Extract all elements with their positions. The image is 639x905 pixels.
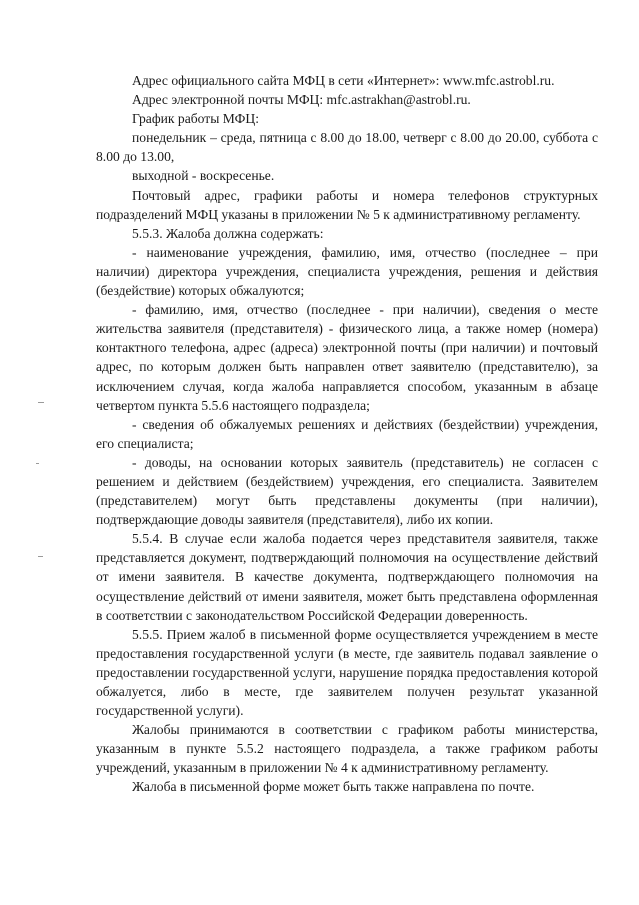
paragraph-complaint-item-1: - наименование учреждения, фамилию, имя, отчество (последнее – при наличии) директора учреждения, специалиста учреждения, решения и действия (бездействие) которых обжалуются; — [96, 244, 598, 299]
paragraph-5-5-3: 5.5.3. Жалоба должна содержать: — [132, 225, 324, 241]
paragraph-schedule-heading: График работы МФЦ: — [132, 111, 259, 127]
paragraph-schedule-dayoff: выходной - воскресенье. — [132, 168, 275, 184]
paragraph-website: Адрес официального сайта МФЦ в сети «Интернет»: www.mfc.astrobl.ru. — [132, 73, 555, 88]
paragraph-email: Адрес электронной почты МФЦ: mfc.astrakhan@astrobl.ru. — [132, 92, 471, 108]
paragraph-postal-address: Почтовый адрес, графики работы и номера телефонов структурных подразделений МФЦ указаны в приложении № 5 к административному регламенту. — [96, 187, 598, 222]
paragraph-schedule-weekdays: понедельник – среда, пятница с 8.00 до 18.00, четверг с 8.00 до 20.00, суббота с 8.00 до 13.00, — [96, 130, 598, 165]
document-page — [96, 71, 598, 797]
paragraph-5-5-5: 5.5.5. Прием жалоб в письменной форме осуществляется учреждением в месте предоставления государственной услуги (в месте, где заявитель подавал заявление о предоставлении государственной услуги, нарушение порядка предоставления которой обжалуется, либо в месте, где заявителем получен результат указанной государственной услуги). — [96, 626, 598, 719]
scan-speck — [36, 463, 39, 464]
paragraph-complaint-item-2: - фамилию, имя, отчество (последнее - при наличии), сведения о месте жительства заявителя (представителя) - физического лица, а также номер (номера) контактного телефона, адрес (адреса) электронной почты (при наличии) и почтовый адрес, по которым должен быть направлен ответ заявителю (представителю), за исключением случая, когда жалоба направляется способом, указанным в абзаце четвертом пункта 5.5.6 настоящего подраздела; — [96, 302, 598, 413]
paragraph-5-5-4: 5.5.4. В случае если жалоба подается через представителя заявителя, также представляется документ, подтверждающий полномочия на осуществление действий от имени заявителя. В качестве документа, подтверждающего полномочия на осуществление действий от имени заявителя, может быть представлена оформленная в соответствии с законодательством Российской Федерации доверенность. — [96, 531, 598, 623]
paragraph-complaint-item-4: - доводы, на основании которых заявитель (представитель) не согласен с решением и действием (бездействием) учреждения, его специалиста. Заявителем (представителем) могут быть представлены документы (при наличии), подтверждающие доводы заявителя (представителя), либо их копии. — [96, 454, 598, 528]
scan-speck — [38, 556, 43, 557]
paragraph-complaints-schedule: Жалобы принимаются в соответствии с графиком работы министерства, указанным в пункте 5.5.2 настоящего подраздела, а также графиком работы учреждений, указанным в приложении № 4 к административному регламенту. — [96, 722, 598, 776]
paragraph-by-mail: Жалоба в письменной форме может быть также направлена по почте. — [132, 779, 535, 795]
paragraph-complaint-item-3: - сведения об обжалуемых решениях и действиях (бездействии) учреждения, его специалиста; — [96, 416, 598, 451]
scan-speck — [38, 402, 44, 403]
